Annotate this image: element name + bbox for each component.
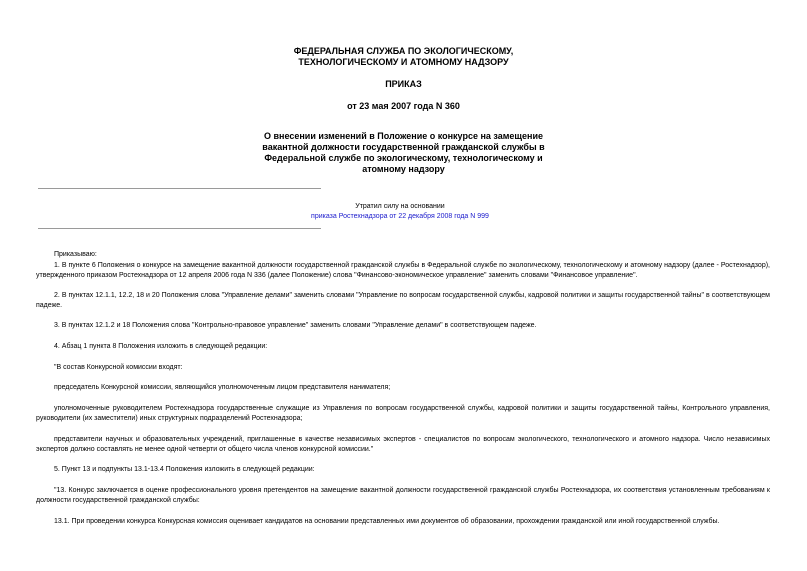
paragraph-3: 3. В пунктах 12.1.2 и 18 Положения слова "Контрольно-правовое управление" заменить словами "Управление делами" в соответствующем падеже. [54, 322, 537, 329]
document-title-line-2: вакантной должности государственной гражданской службы в [262, 142, 545, 152]
document-title-line-4: атомному надзору [362, 164, 445, 174]
paragraph-4: 4. Абзац 1 пункта 8 Положения изложить в следующей редакции: [54, 343, 268, 350]
divider-bottom [38, 228, 321, 229]
document-type: ПРИКАЗ [385, 79, 422, 89]
paragraph-9: 5. Пункт 13 и подпункты 13.1-13.4 Положения изложить в следующей редакции: [54, 466, 315, 473]
document-date: от 23 мая 2007 года N 360 [347, 101, 460, 111]
paragraph-5: "В состав Конкурсной комиссии входят: [54, 364, 183, 371]
paragraph-8: представители научных и образовательных учреждений, приглашенные в качестве независимых экспертов - специалистов по вопросам экологического, технологического и атомного надзора. Число независимых экспертов должно составлять не менее одной четверти от общего числа членов конкурсной комиссии." [36, 436, 770, 453]
paragraph-11: 13.1. При проведении конкурса Конкурсная комиссия оценивает кандидатов на основании представленных ими документов об образовании, прохождении гражданской или иной государственной службы. [54, 518, 720, 525]
repeal-order-link[interactable]: приказа Ростехнадзора от 22 декабря 2008 года N 999 [311, 213, 489, 220]
status-note-link-row [280, 212, 520, 221]
paragraph-1: 1. В пункте 6 Положения о конкурсе на замещение вакантной должности государственной гражданской службы в Федеральной службе по экологическому, технологическому и атомному надзору (далее - Ростехнадзор), утвержденного приказом Ростехнадзора от 12 апреля 2006 года N 336 (далее Положение) слова "Финансово-экономическое управление" заменить словами "Финансовое управление". [36, 262, 770, 279]
paragraph-2: 2. В пунктах 12.1.1, 12.2, 18 и 20 Положения слова "Управление делами" заменить словами "Управление по вопросам государственной службы, кадровой политики и защиты государственной тайны" в соответствующем падеже. [36, 292, 770, 309]
document-title-line-3: Федеральной службе по экологическому, технологическому и [264, 153, 543, 163]
agency-line-2: ТЕХНОЛОГИЧЕСКОМУ И АТОМНОМУ НАДЗОРУ [298, 57, 509, 67]
paragraph-10: "13. Конкурс заключается в оценке профессионального уровня претендентов на замещение вакантной должности государственной гражданской службы Ростехнадзора, их соответствия установленным требованиям к должности государственной гражданской службы: [36, 487, 770, 504]
paragraph-7: уполномоченные руководителем Ростехнадзора государственные служащие из Управления по вопросам государственной службы, кадровой политики и защиты государственной тайны, Контрольного управления, руководители (их заместители) иных структурных подразделений Ростехнадзора; [36, 405, 770, 422]
paragraph-intro: Приказываю: [54, 251, 97, 258]
agency-line-1: ФЕДЕРАЛЬНАЯ СЛУЖБА ПО ЭКОЛОГИЧЕСКОМУ, [293, 46, 514, 56]
divider-top [38, 188, 321, 189]
document-title-line-1: О внесении изменений в Положение о конкурсе на замещение [263, 131, 543, 141]
paragraph-6: председатель Конкурсной комиссии, являющийся уполномоченным лицом представителя нанимателя; [54, 384, 391, 391]
status-note: Утратил силу на основании [355, 203, 445, 210]
